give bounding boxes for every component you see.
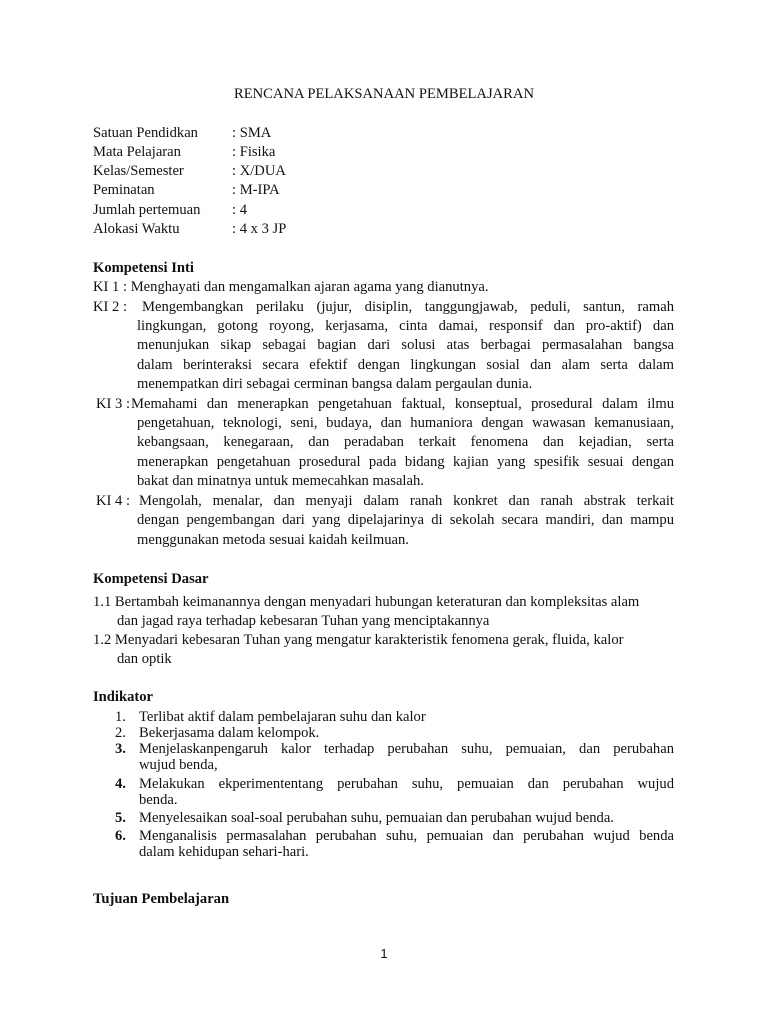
meta-value: : Fisika <box>232 144 276 160</box>
indikator-number: 2. <box>115 725 126 741</box>
ki-4-line: menggunakan metoda sesuai kaidah keilmuan. <box>137 532 409 548</box>
ki-4-label: KI 4 : <box>96 493 131 509</box>
kd-item: 1.2 Menyadari kebesaran Tuhan yang mengatur karakteristik fenomena gerak, fluida, kalor <box>93 632 624 648</box>
ki-3-line: pengetahuan, teknologi, seni, budaya, dan humaniora dengan wawasan kemanusiaan, <box>137 415 674 431</box>
meta-label: Peminatan <box>93 182 155 198</box>
section-heading: Kompetensi Inti <box>93 260 194 276</box>
meta-value: : SMA <box>232 125 272 141</box>
kd-item: 1.1 Bertambah keimanannya dengan menyadari hubungan keteraturan dan kompleksitas alam <box>93 594 640 610</box>
section-heading: Indikator <box>93 689 154 705</box>
ki-2-line: menunjukan sikap sebagai bagian dari solusi atas berbagai permasalahan bangsa <box>137 337 674 353</box>
section-heading: Kompetensi Dasar <box>93 571 209 587</box>
indikator-number: 1. <box>115 709 126 725</box>
indikator-item: Melakukan ekperimententang perubahan suhu, pemuaian dan perubahan wujud <box>139 776 674 792</box>
indikator-item: dalam kehidupan sehari-hari. <box>139 844 309 860</box>
ki-1: KI 1 : Menghayati dan mengamalkan ajaran agama yang dianutnya. <box>93 279 489 295</box>
meta-label: Jumlah pertemuan <box>93 202 201 218</box>
ki-2-line: lingkungan, gotong royong, kerjasama, cinta damai, responsif dan pro-aktif) dan <box>137 318 674 334</box>
meta-value: : X/DUA <box>232 163 286 179</box>
meta-label: Alokasi Waktu <box>93 221 180 237</box>
indikator-item: Bekerjasama dalam kelompok. <box>139 725 320 741</box>
ki-2-line: Mengembangkan perilaku (jujur, disiplin, tanggungjawab, peduli, santun, ramah <box>142 299 674 315</box>
ki-2-line: dalam berinteraksi secara efektif dengan lingkungan sosial dan alam serta dalam <box>137 357 674 373</box>
meta-value: : 4 x 3 JP <box>232 221 287 237</box>
page-number: 1 <box>380 946 388 961</box>
indikator-item: Menjelaskanpengaruh kalor terhadap perubahan suhu, pemuaian, dan perubahan <box>139 741 674 757</box>
meta-label: Mata Pelajaran <box>93 144 181 160</box>
ki-3-line: Memahami dan menerapkan pengetahuan faktual, konseptual, prosedural dalam ilmu <box>131 396 674 412</box>
ki-4-line: dengan pengembangan dari yang dipelajarinya di sekolah secara mandiri, dan mampu <box>137 512 674 528</box>
indikator-item: Menyelesaikan soal-soal perubahan suhu, pemuaian dan perubahan wujud benda. <box>139 810 614 826</box>
indikator-item: Menganalisis permasalahan perubahan suhu, pemuaian dan perubahan wujud benda <box>139 828 674 844</box>
ki-3-line: menerapkan pengetahuan prosedural pada bidang kajian yang spesifik sesuai dengan <box>137 454 674 470</box>
indikator-number: 5. <box>115 810 126 826</box>
section-heading: Tujuan Pembelajaran <box>93 891 230 907</box>
ki-4-line: Mengolah, menalar, dan menyaji dalam ranah konkret dan ranah abstrak terkait <box>139 493 674 509</box>
ki-2-line: menempatkan diri sebagai cerminan bangsa dalam pergaulan dunia. <box>137 376 533 392</box>
indikator-item: benda. <box>139 792 178 808</box>
indikator-item: wujud benda, <box>139 757 218 773</box>
meta-value: : M-IPA <box>232 182 280 198</box>
kd-item: dan jagad raya terhadap kebesaran Tuhan yang menciptakannya <box>117 613 490 629</box>
ki-2-label: KI 2 : <box>93 299 128 315</box>
meta-label: Satuan Pendidkan <box>93 125 198 141</box>
indikator-number: 3. <box>115 741 126 757</box>
ki-3-line: bakat dan minatnya untuk memecahkan masalah. <box>137 473 424 489</box>
meta-value: : 4 <box>232 202 247 218</box>
indikator-number: 4. <box>115 776 126 792</box>
page-title: RENCANA PELAKSANAAN PEMBELAJARAN <box>233 86 534 102</box>
indikator-item: Terlibat aktif dalam pembelajaran suhu dan kalor <box>139 709 426 725</box>
meta-label: Kelas/Semester <box>93 163 184 179</box>
ki-3-line: kebangsaan, kenegaraan, dan peradaban terkait fenomena dan kejadian, serta <box>137 434 674 450</box>
ki-3-label: KI 3 : <box>96 396 131 412</box>
kd-item: dan optik <box>117 651 172 667</box>
indikator-number: 6. <box>115 828 126 844</box>
